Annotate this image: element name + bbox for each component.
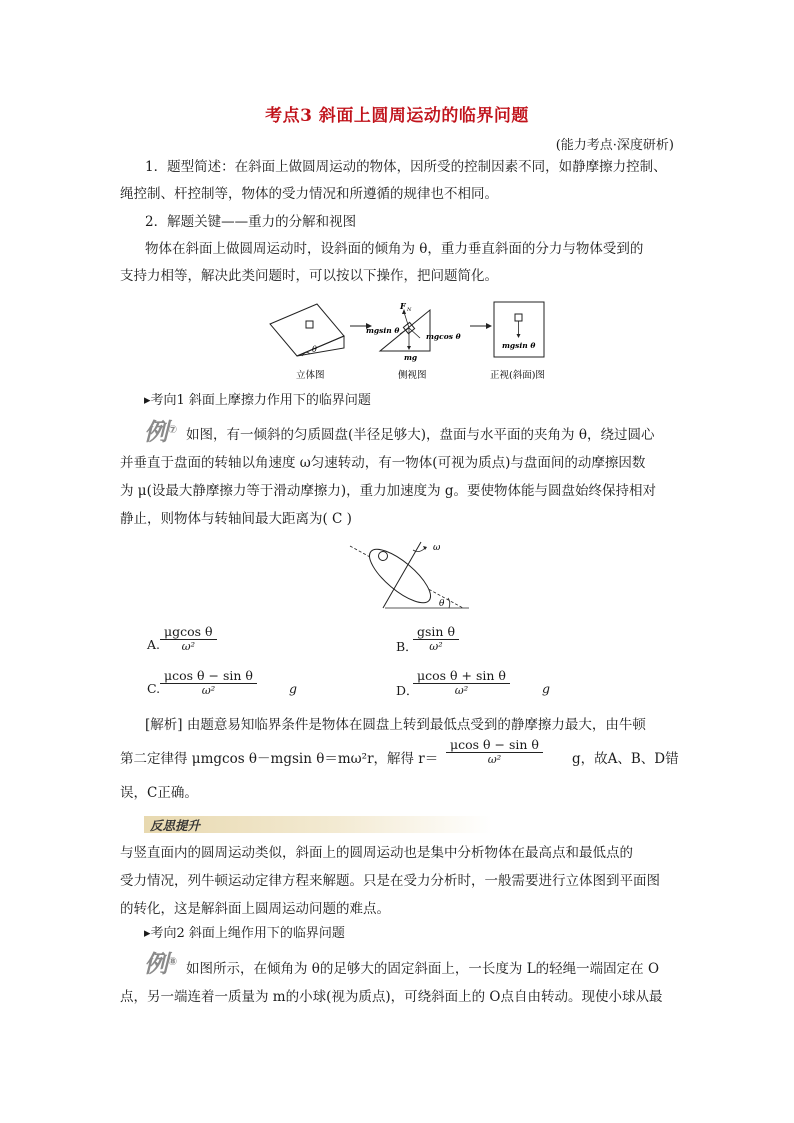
section-title: 考点3 斜面上圆周运动的临界问题	[265, 106, 529, 126]
figure-side-view	[366, 301, 461, 362]
block-front	[515, 314, 522, 321]
fn-sub: N	[407, 307, 412, 313]
analysis-line2-pre: 第二定律得 μmgcos θ－mgsin θ＝mω²r，解得 r＝	[120, 751, 439, 767]
theta-label-3d: θ	[312, 345, 317, 354]
option-d-tail: g	[542, 681, 551, 696]
p1-line2: 绳控制、杆控制等，物体的受力情况和所遵循的规律也不相同。	[120, 186, 498, 202]
analysis-line1: [解析] 由题意易知临界条件是物体在圆盘上转到最低点受到的静摩擦力最大，由牛顿	[145, 717, 646, 733]
theta-label-disk: θ	[439, 599, 445, 609]
omega-label: ω	[433, 543, 441, 553]
fn-label: F	[400, 301, 406, 311]
p2: 2．解题关键——重力的分解和视图	[145, 214, 357, 230]
mg-label: mg	[404, 353, 418, 362]
p1-line1: 1．题型简述：在斜面上做圆周运动的物体，因所受的控制因素不同，如静摩擦力控制、	[145, 159, 667, 175]
option-c-fraction: μcos θ − sin θ ω²	[160, 668, 257, 697]
mgcos-label: mgcos θ	[426, 332, 461, 341]
incline-views-figure	[262, 296, 552, 386]
option-b-label: B．	[396, 639, 418, 654]
caption-front: 正视(斜面)图	[490, 370, 545, 381]
direction-1: ▸考向1 斜面上摩擦力作用下的临界问题	[144, 393, 371, 408]
figure-3d-view	[270, 304, 344, 356]
example-8-icon: 例⑧	[144, 950, 178, 978]
option-d-fraction: μcos θ + sin θ ω²	[413, 668, 510, 697]
option-c-tail: g	[289, 681, 298, 696]
figure-front-view	[494, 302, 544, 357]
ex8-line1: 如图所示，在倾角为 θ的足够大的固定斜面上，一长度为 L的轻绳一端固定在 O	[186, 961, 660, 977]
ex8-line2: 点，另一端连着一质量为 m的小球(视为质点)，可绕斜面上的 O点自由转动。现使小球从最	[120, 989, 663, 1005]
option-a-fraction: μgcos θ ω²	[160, 624, 217, 653]
ex7-line4: 静止，则物体与转轴间最大距离为( C )	[120, 511, 352, 527]
option-a-label: A.	[147, 637, 161, 652]
direction-2: ▸考向2 斜面上绳作用下的临界问题	[144, 926, 345, 941]
section-tag: (能力考点·深度研析)	[555, 138, 674, 153]
small-object	[379, 552, 388, 561]
ex7-line1: 如图，有一倾斜的匀质圆盘(半径足够大)，盘面与水平面的夹角为 θ，绕过圆心	[186, 427, 655, 443]
reflection-banner: 反思提升	[144, 816, 492, 833]
p3-line1: 物体在斜面上做圆周运动时，设斜面的倾角为 θ，重力垂直斜面的分力与物体受到的	[145, 241, 644, 257]
reflection-line3: 的转化，这是解斜面上圆周运动问题的难点。	[120, 901, 390, 917]
analysis-line3: 误，C正确。	[120, 785, 198, 801]
caption-3d: 立体图	[296, 370, 325, 381]
option-c-label: C.	[147, 681, 161, 696]
tilted-disk-figure	[345, 536, 475, 614]
block-3d	[306, 321, 313, 328]
mgsin-front-label: mgsin θ	[502, 341, 536, 350]
reflection-line2: 受力情况，列牛顿运动定律方程来解题。只是在受力分析时，一般需要进行立体图到平面图	[120, 873, 660, 889]
ex7-line3: 为 μ(设最大静摩擦力等于滑动摩擦力)，重力加速度为 g。要使物体能与圆盘始终保持相对	[120, 483, 657, 499]
example-7-icon: 例⑦	[144, 418, 178, 446]
analysis-line2-post: g，故A、B、D错	[572, 751, 679, 767]
caption-side: 侧视图	[398, 370, 427, 381]
option-d-label: D．	[396, 683, 419, 698]
option-b-fraction: gsin θ ω²	[413, 624, 459, 653]
ex7-line2: 并垂直于盘面的转轴以角速度 ω匀速转动，有一物体(可视为质点)与盘面间的动摩擦因数	[120, 455, 646, 471]
p3-line2: 支持力相等，解决此类问题时，可以按以下操作，把问题简化。	[120, 268, 498, 284]
reflection-line1: 与竖直面内的圆周运动类似，斜面上的圆周运动也是集中分析物体在最高点和最低点的	[120, 845, 633, 861]
mgsin-side-label: mgsin θ	[366, 326, 400, 335]
analysis-fraction: μcos θ − sin θ ω²	[446, 737, 543, 766]
